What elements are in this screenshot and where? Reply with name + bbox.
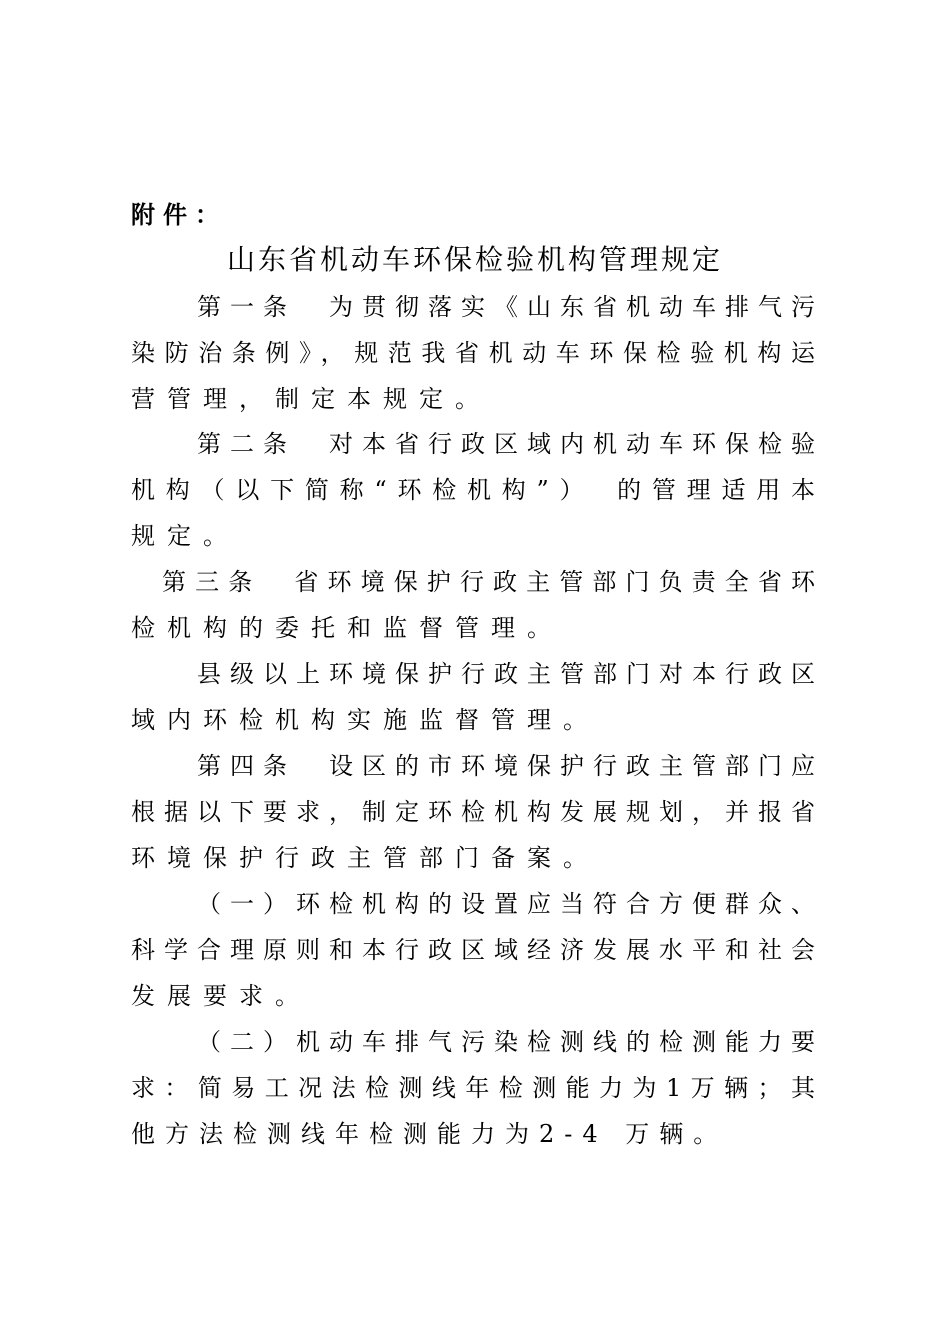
article-2-line-2: 机构（以下简称“环检机构”） 的管理适用本: [131, 476, 815, 504]
item-2-line-2: 求：简易工况法检测线年检测能力为1万辆；其: [131, 1074, 815, 1102]
document-title: 山东省机动车环保检验机构管理规定: [226, 243, 723, 276]
article-3-line-1: 第三条 省环境保护行政主管部门负责全省环: [162, 568, 815, 596]
article-3-para-2-line-2: 域内环检机构实施监督管理。: [131, 706, 599, 734]
article-1-line-3: 营管理，制定本规定。: [131, 385, 491, 413]
article-4-line-3: 环境保护行政主管部门备案。: [131, 844, 599, 872]
article-4-line-1: 第四条 设区的市环境保护行政主管部门应: [197, 752, 815, 780]
item-1-line-1: （一）环检机构的设置应当符合方便群众、: [197, 890, 815, 918]
item-1-line-3: 发展要求。: [131, 982, 311, 1010]
article-4-line-2: 根据以下要求，制定环检机构发展规划，并报省: [131, 798, 815, 826]
item-1-line-2: 科学合理原则和本行政区域经济发展水平和社会: [131, 936, 815, 964]
article-1-line-2: 染防治条例》，规范我省机动车环保检验机构运: [131, 339, 815, 367]
item-2-line-3: 他方法检测线年检测能力为2-4 万辆。: [131, 1120, 728, 1148]
article-2-line-1: 第二条 对本省行政区域内机动车环保检验: [197, 430, 815, 458]
article-3-line-2: 检机构的委托和监督管理。: [131, 614, 563, 642]
article-3-para-2-line-1: 县级以上环境保护行政主管部门对本行政区: [197, 660, 815, 688]
item-2-line-1: （二）机动车排气污染检测线的检测能力要: [197, 1028, 815, 1056]
article-2-line-3: 规定。: [131, 522, 239, 550]
article-1-line-1: 第一条 为贯彻落实《山东省机动车排气污: [197, 293, 815, 321]
attachment-label: 附件：: [131, 201, 227, 229]
